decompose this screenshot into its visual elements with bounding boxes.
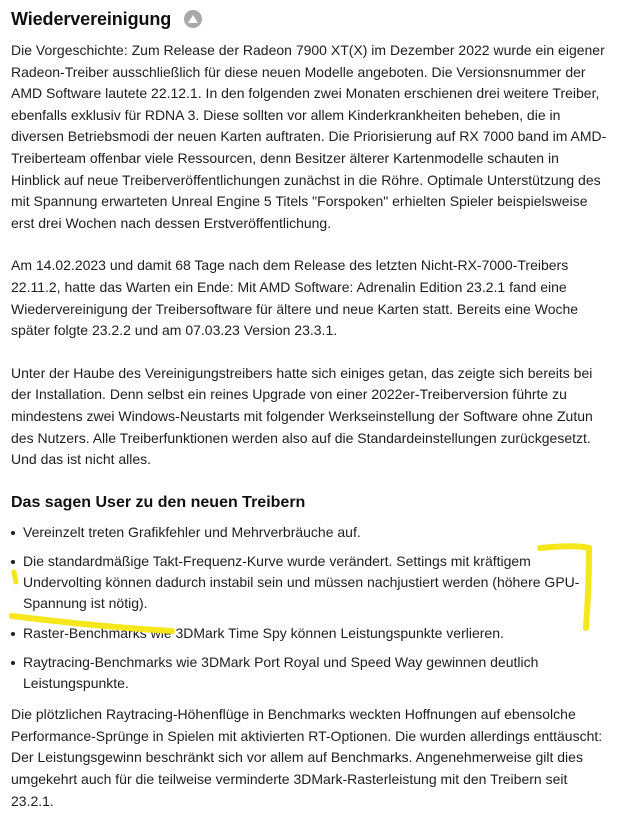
list-item: Raster-Benchmarks wie 3DMark Time Spy können Leistungspunkte verlieren. — [11, 623, 611, 644]
list-item: Die standardmäßige Takt-Frequenz-Kurve wurde verändert. Settings mit kräftigem Undervolting können dadurch instabil sein und müssen nachjustiert werden (höhere GPU-Spannung ist nötig). — [11, 551, 611, 614]
user-feedback-heading: Das sagen User zu den neuen Treibern — [11, 493, 306, 511]
intro-paragraph: Die Vorgeschichte: Zum Release der Radeon 7900 XT(X) im Dezember 2022 wurde ein eigener Radeon-Treiber ausschließlich für diese neuen Modelle angeboten. Die Versionsnummer der AMD Software lautete 22.12.1. In den folgenden zwei Monaten erschienen drei weitere Treiber, ebenfalls exklusiv für RDNA 3. Diese sollten vor allem Kinderkrankheiten beheben, die in diversen Betriebsmodi der neuen Karten auftraten. Die Priorisierung auf RX 7000 band im AMD-Treiberteam offenbar viele Ressourcen, denn Besitzer älterer Kartenmodelle schauten in Hinblick auf neue Treiberveröffentlichungen zunächst in die Röhre. Optimale Unterstützung des mit Spannung erwarteten Unreal Engine 5 Titels "Forspoken" erhielten Spieler beispielsweise erst drei Wochen nach dessen Erstveröffentlichung. — [11, 42, 607, 231]
list-item: Raytracing-Benchmarks wie 3DMark Port Royal und Speed Way gewinnen deutlich Leistungspunkte. — [11, 652, 611, 694]
list-item: Vereinzelt treten Grafikfehler und Mehrverbräuche auf. — [11, 522, 611, 543]
reunion-paragraph: Am 14.02.2023 und damit 68 Tage nach dem Release des letzten Nicht-RX-7000-Treibers 22.11.2, hatte das Warten ein Ende: Mit AMD Software: Adrenalin Edition 23.2.1 fand eine Wiedervereinigung der Treibersoftware für ältere und neue Karten statt. Bereits eine Woche später folgte 23.2.2 und am 07.03.23 Version 23.3.1. — [11, 257, 579, 339]
chevron-up-icon[interactable] — [184, 10, 202, 28]
section-header — [11, 6, 611, 32]
closing-paragraph: Die plötzlichen Raytracing-Höhenflüge in Benchmarks weckten Hoffnungen auf ebensolche Performance-Sprünge in Spielen mit aktivierten RT-Optionen. Die wurden allerdings enttäuscht: Der Leistungsgewinn beschränkt sich vor allem auf Benchmarks. Angenehmerweise gilt dies umgekehrt auch für die teilweise verminderte 3DMark-Rasterleistung mit den Treibern seit 23.2.1. — [11, 706, 603, 809]
section-title: Wiedervereinigung — [11, 8, 172, 29]
article-section — [11, 6, 611, 833]
installation-paragraph: Unter der Haube des Vereinigungstreibers hatte sich einiges getan, das zeigte sich bereits bei der Installation. Denn selbst ein reines Upgrade von einer 2022er-Treiberversion führte zu mindestens zwei Windows-Neustarts mit folgender Werkseinstellung der Software ohne Zutun des Nutzers. Alle Treiberfunktionen werden also auf die Standardeinstellungen zurückgesetzt. Und das ist nicht alles. — [11, 364, 593, 468]
user-feedback-list — [11, 522, 611, 695]
